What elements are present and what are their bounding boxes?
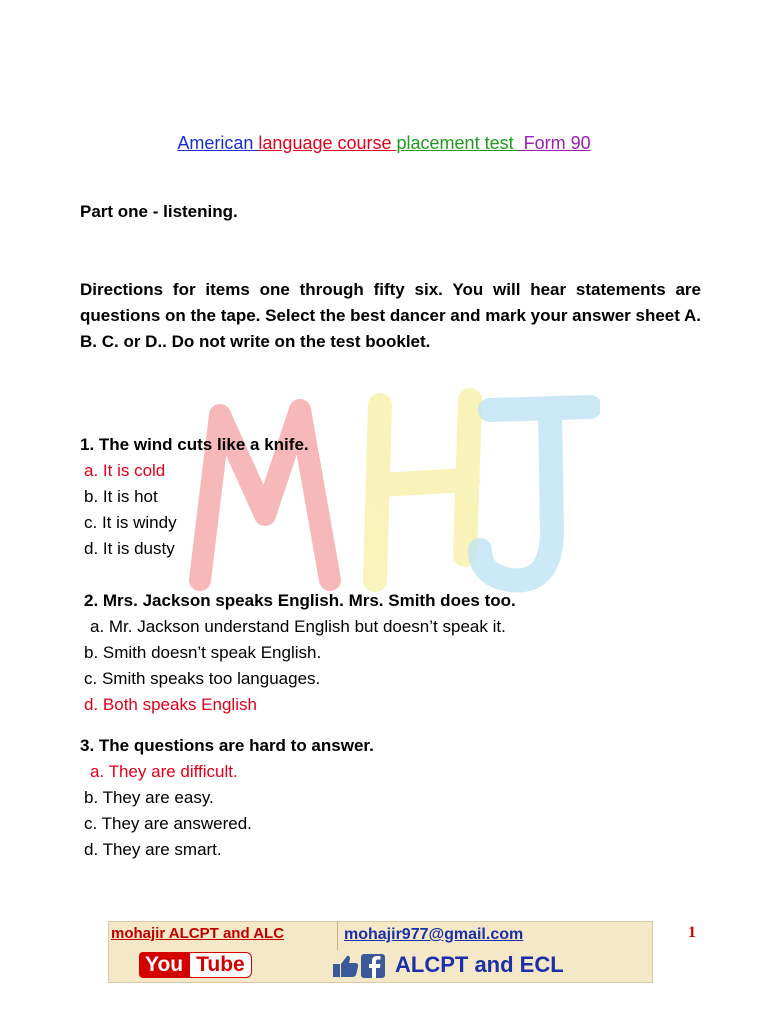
answer-option-correct: a. They are difficult. bbox=[90, 762, 238, 781]
footer-banner bbox=[108, 921, 653, 983]
directions-paragraph: Directions for items one through fifty six. You will hear statements are questions on the tape. Select the best dancer and mark your answer sheet A. B. C. or D.. Do not write on the test booklet. bbox=[80, 280, 701, 351]
question-1 bbox=[80, 432, 309, 562]
answer-option: c. They are answered. bbox=[84, 814, 252, 833]
title-part-form: Form 90 bbox=[518, 133, 591, 153]
question-stem: 3. The questions are hard to answer. bbox=[80, 736, 374, 755]
alcpt-ecl-text: ALCPT and ECL bbox=[395, 952, 564, 977]
banner-divider bbox=[337, 922, 338, 950]
answer-option: c. It is windy bbox=[84, 513, 177, 532]
answer-option: a. Mr. Jackson understand English but doesn’t speak it. bbox=[90, 617, 506, 636]
title-part-placement-test: placement test bbox=[396, 133, 519, 153]
answer-option-correct: a. It is cold bbox=[84, 461, 166, 480]
answer-option: c. Smith speaks too languages. bbox=[84, 669, 321, 688]
watermark-letter-h bbox=[375, 400, 470, 580]
answer-option: d. It is dusty bbox=[84, 539, 175, 558]
answer-option: b. It is hot bbox=[84, 487, 158, 506]
channel-name: mohajir ALCPT and ALC bbox=[111, 925, 285, 942]
answer-option: b. Smith doesn’t speak English. bbox=[84, 643, 322, 662]
question-stem: 2. Mrs. Jackson speaks English. Mrs. Smith does too. bbox=[84, 591, 516, 610]
title-part-american: American bbox=[177, 133, 259, 153]
title-part-language-course: language course bbox=[258, 133, 397, 153]
question-2 bbox=[80, 588, 516, 718]
facebook-icon bbox=[361, 954, 385, 978]
youtube-you-text: You bbox=[139, 952, 189, 978]
watermark-letter-j bbox=[480, 407, 590, 580]
question-3 bbox=[80, 733, 374, 863]
youtube-tube-text: Tube bbox=[189, 952, 252, 978]
document-title bbox=[0, 133, 768, 154]
social-icons bbox=[331, 953, 387, 979]
thumbs-up-icon bbox=[333, 956, 358, 977]
section-heading: Part one - listening. bbox=[80, 202, 238, 221]
answer-option: b. They are easy. bbox=[84, 788, 214, 807]
youtube-logo bbox=[139, 952, 252, 978]
contact-email: mohajir977@gmail.com bbox=[344, 926, 524, 943]
answer-option-correct: d. Both speaks English bbox=[84, 695, 257, 714]
page-number: 1 bbox=[688, 924, 696, 941]
question-stem: 1. The wind cuts like a knife. bbox=[80, 435, 309, 454]
answer-option: d. They are smart. bbox=[84, 840, 222, 859]
